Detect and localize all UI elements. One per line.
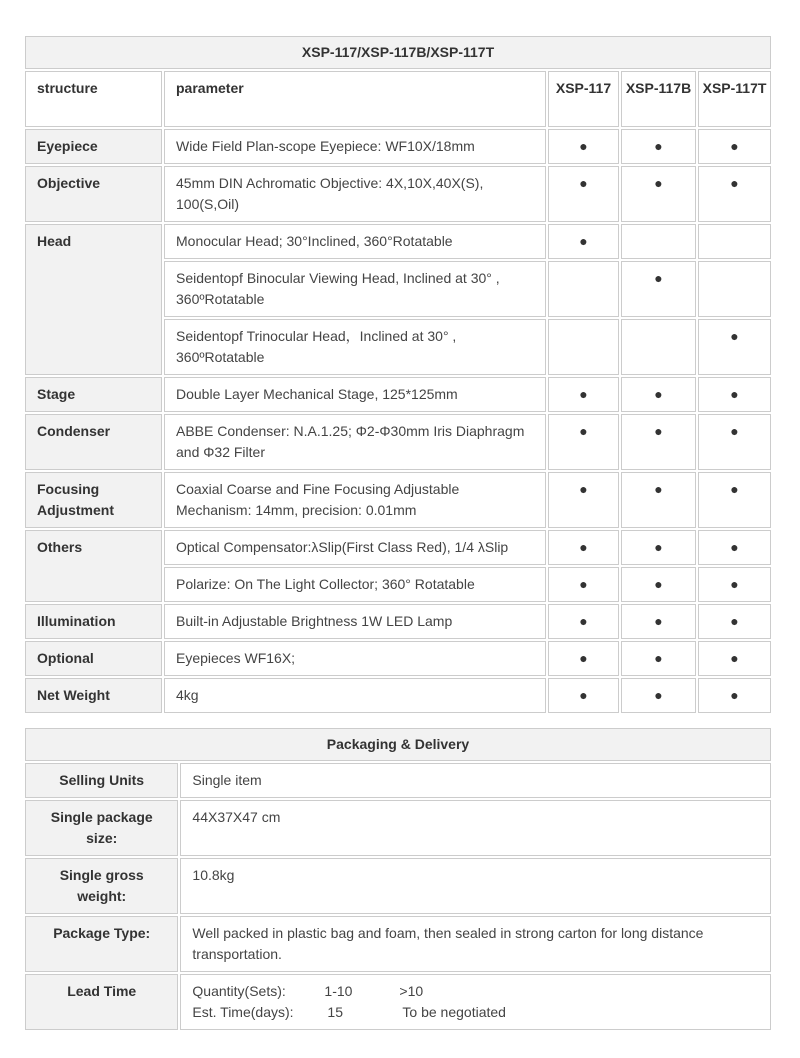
row-label: Objective <box>25 166 162 222</box>
table-row <box>25 166 771 222</box>
availability-dot-icon: ● <box>654 138 663 154</box>
time-label: Est. Time(days): <box>192 1004 294 1020</box>
row-label: Others <box>25 530 162 602</box>
dot-cell <box>621 567 696 602</box>
quantity-range-2: >10 <box>399 983 424 999</box>
row-parameter: Seidentopf Binocular Viewing Head, Inclined at 30° , 360ºRotatable <box>164 261 546 317</box>
row-parameter: Coaxial Coarse and Fine Focusing Adjustable Mechanism: 14mm, precision: 0.01mm <box>164 472 546 528</box>
availability-dot-icon: ● <box>654 423 663 439</box>
dot-cell <box>698 224 771 259</box>
table-row <box>25 763 771 798</box>
availability-dot-icon: ● <box>579 386 588 402</box>
row-label: Optional <box>25 641 162 676</box>
dot-cell <box>621 377 696 412</box>
dot-cell <box>548 472 619 528</box>
availability-dot-icon: ● <box>579 613 588 629</box>
table-row <box>25 224 771 259</box>
availability-dot-icon: ● <box>730 539 739 555</box>
lead-time-value <box>180 974 771 1030</box>
availability-dot-icon: ● <box>579 481 588 497</box>
row-parameter: ABBE Condenser: N.A.1.25; Φ2-Φ30mm Iris Diaphragm and Φ32 Filter <box>164 414 546 470</box>
row-parameter: Double Layer Mechanical Stage, 125*125mm <box>164 377 546 412</box>
availability-dot-icon: ● <box>654 613 663 629</box>
table-row <box>25 974 771 1030</box>
quantity-range-1: 1-10 <box>324 983 353 999</box>
dot-cell <box>621 224 696 259</box>
dot-cell <box>621 129 696 164</box>
lead-time-quantity-line <box>192 981 759 1002</box>
table-row <box>25 916 771 972</box>
row-parameter: Monocular Head; 30°Inclined, 360°Rotatable <box>164 224 546 259</box>
dot-cell <box>698 678 771 713</box>
dot-cell <box>698 641 771 676</box>
dot-cell <box>621 530 696 565</box>
availability-dot-icon: ● <box>654 175 663 191</box>
lead-time-days-line <box>192 1002 759 1023</box>
header-model-xsp-117: XSP-117 <box>548 71 619 127</box>
dot-cell <box>548 641 619 676</box>
availability-dot-icon: ● <box>730 481 739 497</box>
dot-cell <box>698 530 771 565</box>
time-value-1: 15 <box>327 1004 343 1020</box>
row-parameter: Built-in Adjustable Brightness 1W LED Lamp <box>164 604 546 639</box>
dot-cell <box>698 166 771 222</box>
availability-dot-icon: ● <box>730 576 739 592</box>
availability-dot-icon: ● <box>579 650 588 666</box>
availability-dot-icon: ● <box>654 386 663 402</box>
header-structure: structure <box>25 71 162 127</box>
header-model-xsp-117b: XSP-117B <box>621 71 696 127</box>
availability-dot-icon: ● <box>579 233 588 249</box>
availability-dot-icon: ● <box>654 576 663 592</box>
dot-cell <box>621 678 696 713</box>
availability-dot-icon: ● <box>654 481 663 497</box>
availability-dot-icon: ● <box>654 539 663 555</box>
availability-dot-icon: ● <box>730 386 739 402</box>
dot-cell <box>698 261 771 317</box>
table-row <box>25 678 771 713</box>
dot-cell <box>548 166 619 222</box>
table-row <box>25 641 771 676</box>
dot-cell <box>548 319 619 375</box>
row-label: Head <box>25 224 162 375</box>
availability-dot-icon: ● <box>730 613 739 629</box>
dot-cell <box>621 166 696 222</box>
dot-cell <box>621 472 696 528</box>
dot-cell <box>698 604 771 639</box>
package-size-value: 44X37X47 cm <box>180 800 771 856</box>
row-label: Stage <box>25 377 162 412</box>
package-type-label: Package Type: <box>25 916 178 972</box>
dot-cell <box>621 414 696 470</box>
availability-dot-icon: ● <box>579 175 588 191</box>
gross-weight-label: Single gross weight: <box>25 858 178 914</box>
dot-cell <box>548 678 619 713</box>
row-label: Eyepiece <box>25 129 162 164</box>
table-row <box>25 604 771 639</box>
availability-dot-icon: ● <box>579 576 588 592</box>
availability-dot-icon: ● <box>579 539 588 555</box>
selling-units-label: Selling Units <box>25 763 178 798</box>
availability-dot-icon: ● <box>730 138 739 154</box>
dot-cell <box>548 604 619 639</box>
packaging-table-title: Packaging & Delivery <box>25 728 771 761</box>
dot-cell <box>698 472 771 528</box>
table-row <box>25 414 771 470</box>
table-row <box>25 530 771 565</box>
gross-weight-value: 10.8kg <box>180 858 771 914</box>
dot-cell <box>698 414 771 470</box>
packaging-delivery-table <box>23 726 773 1032</box>
row-parameter: 4kg <box>164 678 546 713</box>
availability-dot-icon: ● <box>730 328 739 344</box>
row-parameter: Seidentopf Trinocular Head，Inclined at 30° , 360ºRotatable <box>164 319 546 375</box>
spec-table-title: XSP-117/XSP-117B/XSP-117T <box>25 36 771 69</box>
lead-time-label: Lead Time <box>25 974 178 1030</box>
availability-dot-icon: ● <box>730 687 739 703</box>
availability-dot-icon: ● <box>730 650 739 666</box>
dot-cell <box>548 530 619 565</box>
dot-cell <box>698 567 771 602</box>
package-type-value: Well packed in plastic bag and foam, then sealed in strong carton for long distance transportation. <box>180 916 771 972</box>
selling-units-value: Single item <box>180 763 771 798</box>
availability-dot-icon: ● <box>579 423 588 439</box>
dot-cell <box>698 377 771 412</box>
availability-dot-icon: ● <box>654 687 663 703</box>
quantity-label: Quantity(Sets): <box>192 983 286 999</box>
row-label: Focusing Adjustment <box>25 472 162 528</box>
dot-cell <box>621 319 696 375</box>
availability-dot-icon: ● <box>654 270 663 286</box>
dot-cell <box>548 224 619 259</box>
row-label: Net Weight <box>25 678 162 713</box>
table-row <box>25 377 771 412</box>
dot-cell <box>621 604 696 639</box>
availability-dot-icon: ● <box>730 175 739 191</box>
row-parameter: 45mm DIN Achromatic Objective: 4X,10X,40X(S), 100(S,Oil) <box>164 166 546 222</box>
row-label: Illumination <box>25 604 162 639</box>
dot-cell <box>621 641 696 676</box>
dot-cell <box>548 129 619 164</box>
availability-dot-icon: ● <box>579 138 588 154</box>
dot-cell <box>548 567 619 602</box>
row-parameter: Polarize: On The Light Collector; 360° Rotatable <box>164 567 546 602</box>
table-row <box>25 472 771 528</box>
header-model-xsp-117t: XSP-117T <box>698 71 771 127</box>
dot-cell <box>621 261 696 317</box>
header-parameter: parameter <box>164 71 546 127</box>
dot-cell <box>548 414 619 470</box>
table-row <box>25 129 771 164</box>
specification-table <box>23 34 773 715</box>
row-parameter: Optical Compensator:λSlip(First Class Red), 1/4 λSlip <box>164 530 546 565</box>
row-parameter: Eyepieces WF16X; <box>164 641 546 676</box>
availability-dot-icon: ● <box>579 687 588 703</box>
availability-dot-icon: ● <box>654 650 663 666</box>
package-size-label: Single package size: <box>25 800 178 856</box>
row-parameter: Wide Field Plan-scope Eyepiece: WF10X/18mm <box>164 129 546 164</box>
dot-cell <box>548 377 619 412</box>
table-row <box>25 858 771 914</box>
table-row <box>25 800 771 856</box>
dot-cell <box>698 129 771 164</box>
row-label: Condenser <box>25 414 162 470</box>
dot-cell <box>548 261 619 317</box>
availability-dot-icon: ● <box>730 423 739 439</box>
dot-cell <box>698 319 771 375</box>
time-value-2: To be negotiated <box>402 1004 506 1020</box>
